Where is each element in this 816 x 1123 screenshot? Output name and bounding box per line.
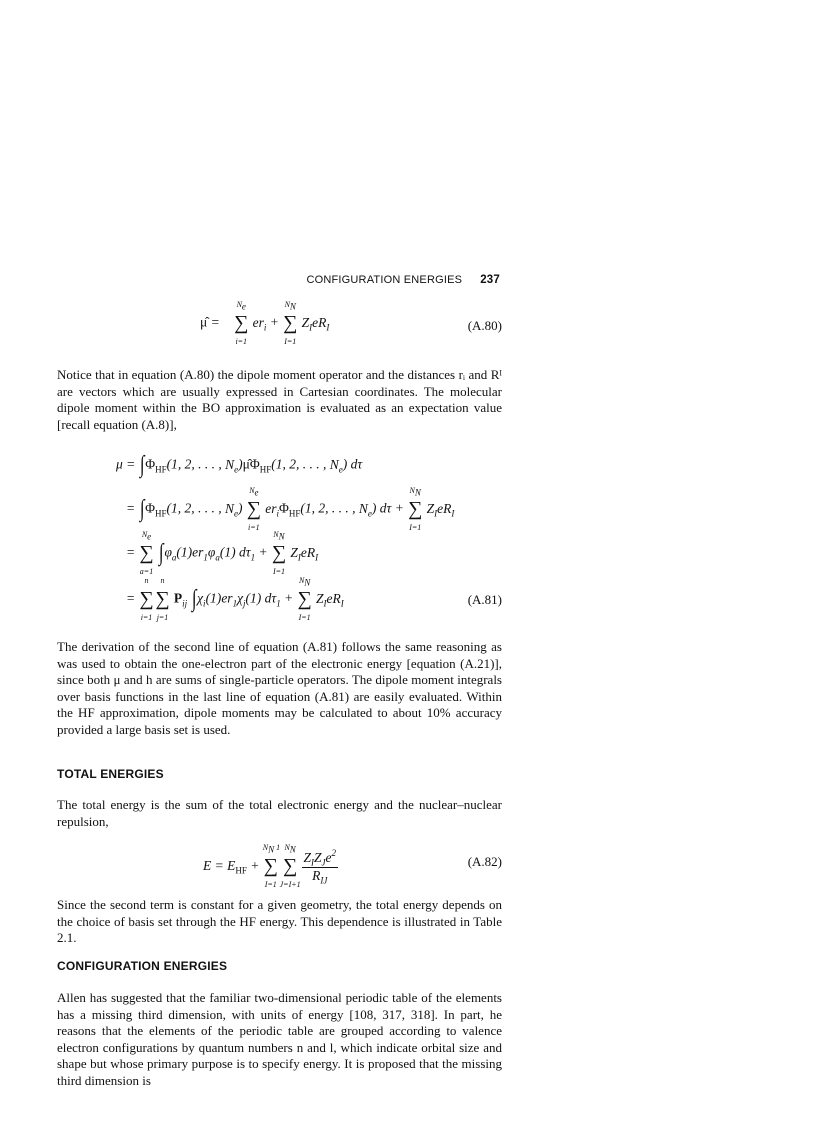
equation-number-a81: (A.81): [467, 592, 502, 607]
equation-a81-line1: $\mu = \int\Phi_{HF}(1$, 2, . . . , $N_e)\mû\Phi_{HF}(1$, 2, . . . , $N_e$) dτ: [116, 452, 363, 478]
section-heading-total-energies: TOTAL ENERGIES: [57, 767, 164, 781]
paragraph-dipole-intro: Notice that in equation (A.80) the dipole moment operator and the distances rᵢ and Rᴵ are vectors which are usually expressed in Cartesian coordinates. The molecular dipole moment within the BO approximation is evaluated as an expectation value [recall equation (A.8)],: [57, 367, 502, 432]
equation-a82: $E = E_{HF}$ + ∑ $N_N$ 1 I=1 ∑ $N_N$ J=I+1 $\frac{Z_IZ_Je^2}{R_{IJ}}$: [203, 843, 337, 890]
equation-a81-line4: = ∑ n i=1 ∑ n j=1 $P_{ij}$ $\int\chi_i(1)er_1\chi_j(1) d\tau_1$ + ∑ $N_N$ I=1 $Z_IeR_I$: [126, 576, 344, 622]
equation-a81-line2: = $\int\Phi_{HF}(1$, 2, . . . , $N_e$) ∑ $N_e$ i=1 $er_i\Phi_{HF}(1$, 2, . . . , $N_e$) dτ + ∑ $N_N$ I=1 $Z_IeR_I$: [126, 486, 455, 532]
equation-a80: μ̂ = ∑ $N_e$ i=1 $er_i$ + ∑ $N_N$ I=1 $Z_IeR_I$: [200, 300, 330, 346]
paragraph-total-energy: The total energy is the sum of the total electronic energy and the nuclear–nuclear repulsion,: [57, 797, 502, 829]
running-header: [300, 274, 500, 286]
paragraph-allen: Allen has suggested that the familiar two-dimensional periodic table of the elements has a missing third dimension, with units of energy [108, 317, 318]. In part, he reasons that the elements of the periodic table are grouped according to valence electron configurations by quantum numbers n and l, which indicate orbital size and shape but whose primary purpose is to specify energy. It is proposed that the missing third dimension is: [57, 990, 502, 1088]
paragraph-basis-dependence: Since the second term is constant for a given geometry, the total energy depends on the choice of basis set through the HF energy. This dependence is illustrated in Table 2.1.: [57, 897, 502, 945]
paragraph-derivation: The derivation of the second line of equation (A.81) follows the same reasoning as was used to obtain the one-electron part of the electronic energy [equation (A.21)], since both μ and h are sums of single-particle operators. The dipole moment integrals over basis functions in the last line of equation (A.81) are easily evaluated. Within the HF approximation, dipole moments may be calculated to about 10% accuracy provided a large basis set is used.: [57, 639, 502, 737]
equation-a81-line3: = ∑ $N_e$ a=1 $\int\varphi_a(1)er_1\varphi_a(1) d\tau_1$ + ∑ $N_N$ I=1 $Z_IeR_I$: [126, 530, 319, 576]
equation-number-a82: (A.82): [467, 854, 502, 869]
running-header-title: CONFIGURATION ENERGIES: [306, 274, 463, 286]
section-heading-configuration-energies: CONFIGURATION ENERGIES: [57, 959, 228, 973]
page-number: 237: [480, 274, 500, 286]
equation-number-a80: (A.80): [467, 318, 502, 333]
